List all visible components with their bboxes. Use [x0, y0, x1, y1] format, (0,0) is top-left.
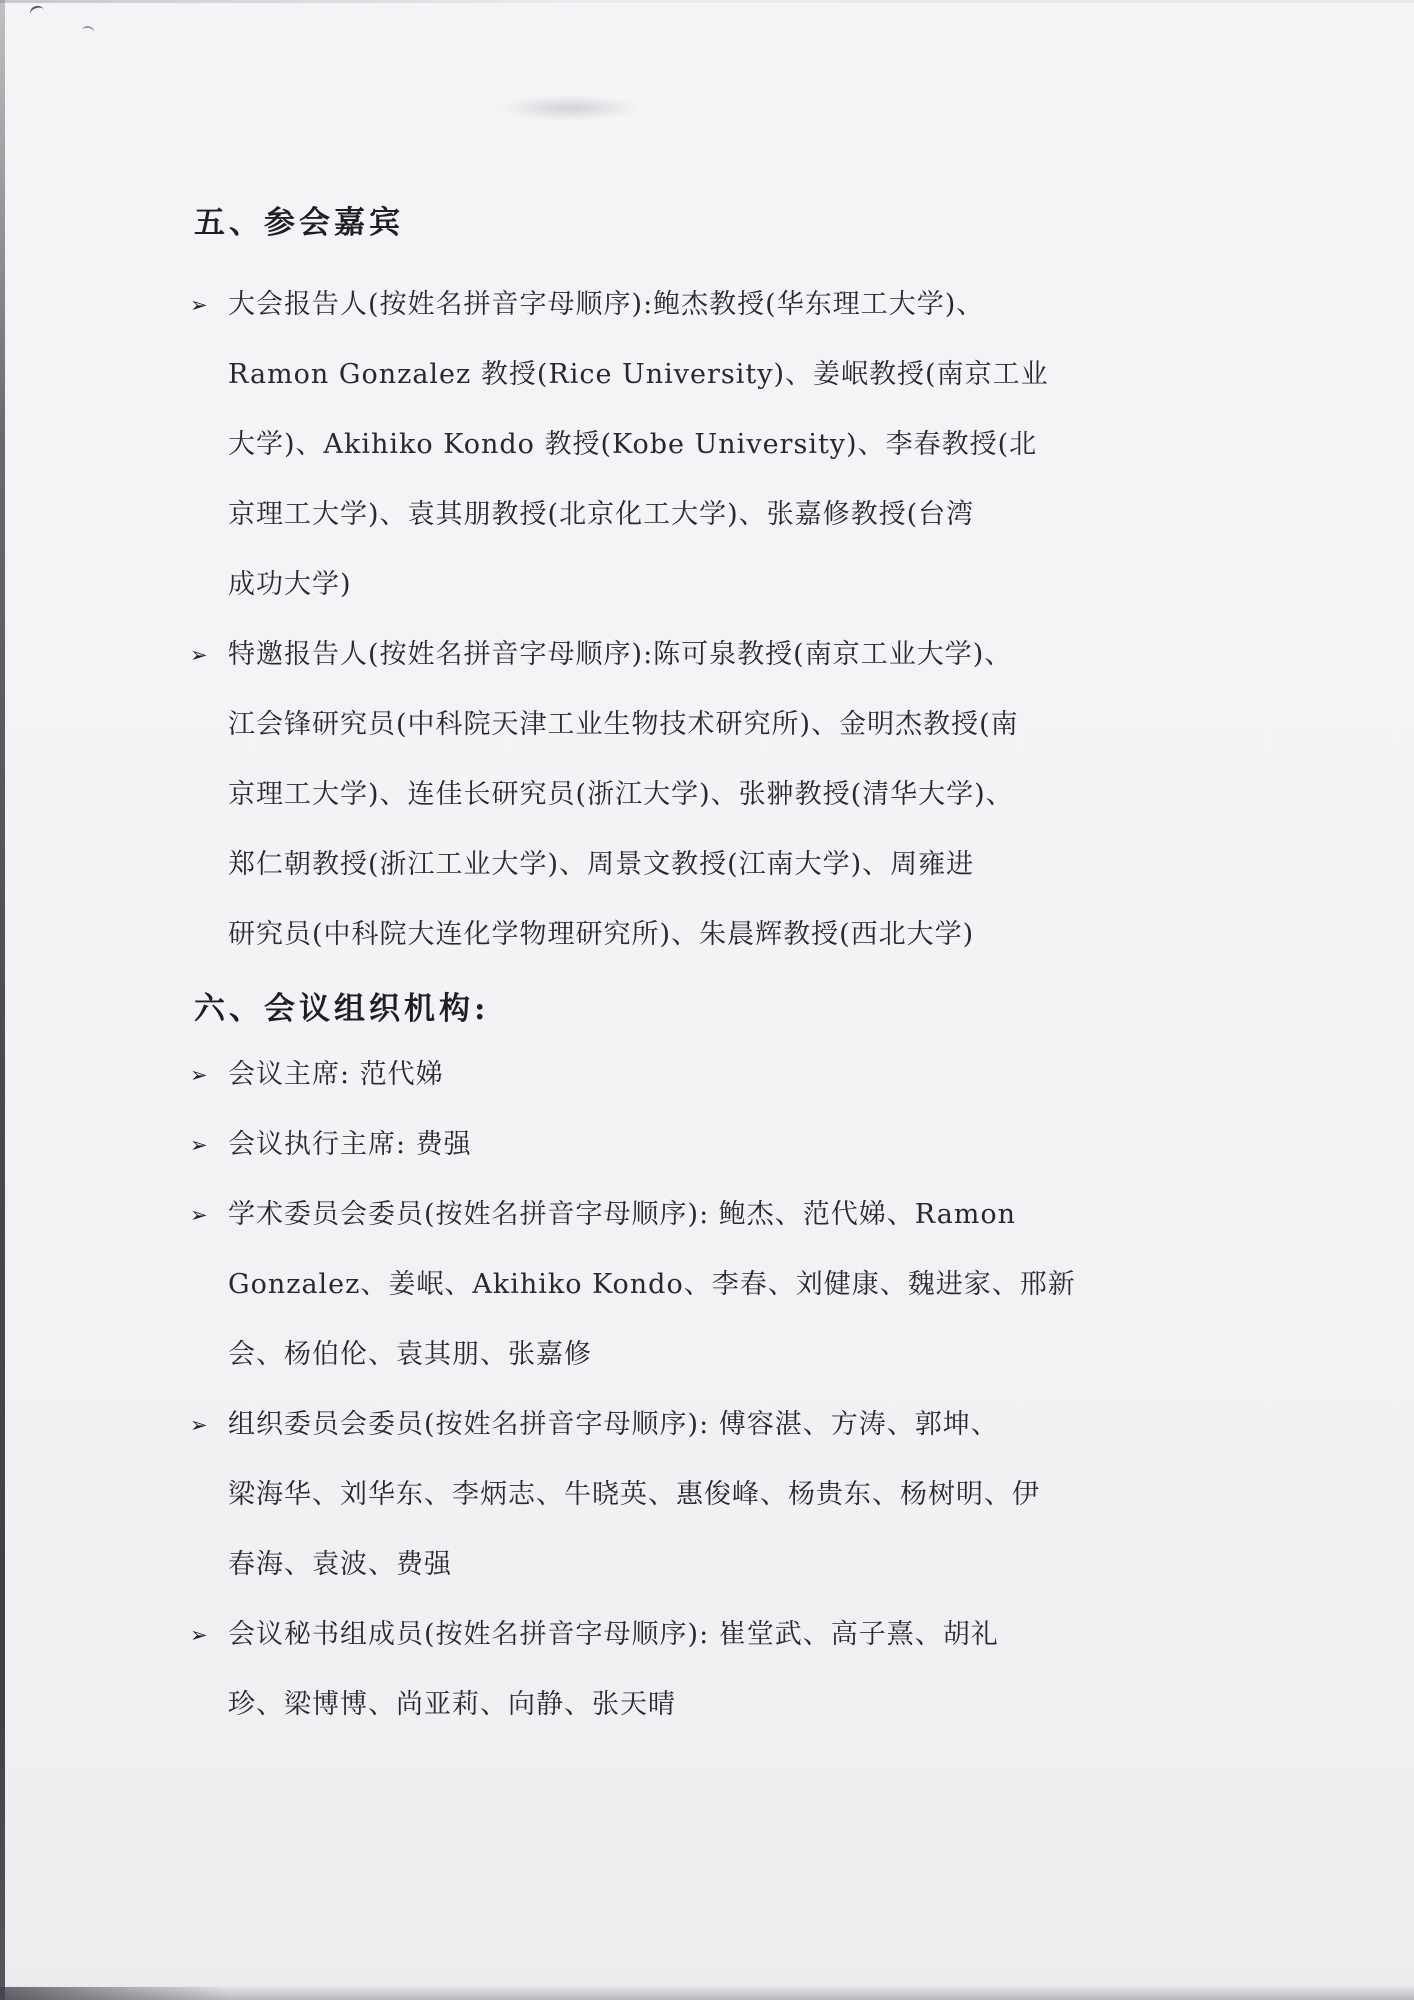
- list-item: [190, 1040, 1010, 1110]
- text-line: 会、杨伯伦、袁其朋、张嘉修: [228, 1339, 592, 1370]
- list-item: [190, 1180, 1076, 1390]
- list-item: [190, 270, 1049, 620]
- arrow-bullet-icon: ➢: [190, 1063, 208, 1087]
- text-line: Gonzalez、姜岷、Akihiko Kondo、李春、刘健康、魏进家、邢新: [228, 1269, 1076, 1300]
- text-line: 组织委员会委员(按姓名拼音字母顺序): 傅容湛、方涛、郭坤、: [228, 1409, 999, 1440]
- text-line: 梁海华、刘华东、李炳志、牛晓英、惠俊峰、杨贵东、杨树明、伊: [228, 1479, 1040, 1510]
- scan-corner-shadow: [0, 1987, 230, 2000]
- text-line: 春海、袁波、费强: [228, 1549, 452, 1580]
- text-line: Ramon Gonzalez 教授(Rice University)、姜岷教授(南京工业: [228, 359, 1049, 390]
- scan-smudge: [500, 95, 640, 121]
- list-item: [190, 1600, 1010, 1740]
- text-line: 研究员(中科院大连化学物理研究所)、朱晨辉教授(西北大学): [228, 919, 975, 950]
- text-line: 京理工大学)、连佳长研究员(浙江大学)、张翀教授(清华大学)、: [228, 779, 1014, 810]
- document-content: [190, 200, 1076, 1740]
- arrow-bullet-icon: ➢: [190, 1623, 208, 1647]
- scan-edge-top: [0, 0, 1414, 3]
- scan-edge-left: [0, 0, 5, 2000]
- list-item: [190, 620, 1019, 970]
- text-line: 大学)、Akihiko Kondo 教授(Kobe University)、李春教授(北: [228, 429, 1038, 460]
- section-heading-guests: 五、参会嘉宾: [194, 205, 404, 241]
- list-item-text: [228, 1390, 1040, 1600]
- text-line: 珍、梁博博、尚亚莉、向静、张天晴: [228, 1689, 676, 1720]
- text-line: 江会锋研究员(中科院天津工业生物技术研究所)、金明杰教授(南: [228, 709, 1019, 740]
- list-item: [190, 1110, 1010, 1180]
- text-line: 成功大学): [228, 569, 352, 600]
- list-item-text: [228, 1600, 1010, 1740]
- arrow-bullet-icon: ➢: [190, 1413, 208, 1437]
- list-item-text: [228, 1180, 1076, 1390]
- scan-mark: [81, 25, 95, 37]
- text-line: 特邀报告人(按姓名拼音字母顺序):陈可泉教授(南京工业大学)、: [228, 639, 1013, 670]
- text-line: 会议主席: 范代娣: [228, 1059, 444, 1090]
- arrow-bullet-icon: ➢: [190, 1203, 208, 1227]
- list-item-text: [228, 620, 1019, 970]
- text-line: 会议执行主席: 费强: [228, 1129, 472, 1160]
- text-line: 京理工大学)、袁其朋教授(北京化工大学)、张嘉修教授(台湾: [228, 499, 975, 530]
- text-line: 郑仁朝教授(浙江工业大学)、周景文教授(江南大学)、周雍进: [228, 849, 975, 880]
- section-heading-organization: 六、会议组织机构:: [194, 991, 490, 1027]
- list-item: [190, 1390, 1040, 1600]
- arrow-bullet-icon: ➢: [190, 293, 208, 317]
- text-line: 大会报告人(按姓名拼音字母顺序):鲍杰教授(华东理工大学)、: [228, 289, 985, 320]
- text-line: 学术委员会委员(按姓名拼音字母顺序): 鲍杰、范代娣、Ramon: [228, 1199, 1017, 1230]
- list-item-text: [228, 1040, 1010, 1110]
- text-line: 会议秘书组成员(按姓名拼音字母顺序): 崔堂武、高子熹、胡礼: [228, 1619, 999, 1650]
- arrow-bullet-icon: ➢: [190, 643, 208, 667]
- list-item-text: [228, 1110, 1010, 1180]
- list-item-text: [228, 270, 1049, 620]
- arrow-bullet-icon: ➢: [190, 1133, 208, 1157]
- scan-mark: [28, 4, 45, 20]
